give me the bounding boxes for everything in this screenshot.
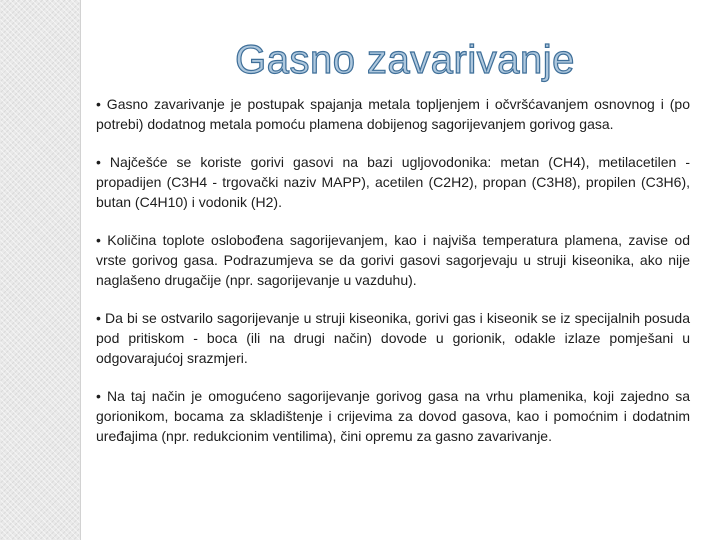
decorative-side-strip bbox=[0, 0, 80, 540]
bullet-paragraph-1: • Gasno zavarivanje je postupak spajanja metala topljenjem i očvršćavanjem osnovnog i (po potrebi) dodatnog metala pomoću plamena dobijenog sagorijevanjem gorivog gasa. bbox=[96, 96, 690, 132]
bullet-paragraph-3: • Količina toplote oslobođena sagorijevanjem, kao i najviša temperatura plamena, zavise od vrste gorivog gasa. Podrazumjeva se da gorivi gasovi sagorjevaju u struji kiseonika, ako nije naglašeno drugačije (npr. sagorijevanje u vazduhu). bbox=[96, 232, 690, 288]
bullet-paragraph-2: • Najčešće se koriste gorivi gasovi na bazi ugljovodonika: metan (CH4), metilacetilen -propadijen (C3H4 - trgovački naziv MAPP), acetilen (C2H2), propan (C3H8), propilen (C3H6), butan (C4H10) i vodonik (H2). bbox=[96, 154, 690, 210]
slide-body bbox=[96, 94, 690, 464]
slide-title: Gasno zavarivanje bbox=[235, 38, 575, 82]
bullet-paragraph-4: • Da bi se ostvarilo sagorijevanje u struji kiseonika, gorivi gas i kiseonik se iz specijalnih posuda pod pritiskom - boca (ili na drugi način) dovode u gorionik, odakle izlaze pomješani u odgovarajućoj srazmjeri. bbox=[96, 310, 690, 366]
side-strip-divider bbox=[80, 0, 81, 540]
bullet-paragraph-5: • Na taj način je omogućeno sagorijevanje gorivog gasa na vrhu plamenika, koji zajedno sa gorionikom, bocama za skladištenje i crijevima za dovod gasova, kao i pomoćnim i dodatnim uređajima (npr. redukcionim ventilima), čini opremu za gasno zavarivanje. bbox=[96, 388, 690, 444]
